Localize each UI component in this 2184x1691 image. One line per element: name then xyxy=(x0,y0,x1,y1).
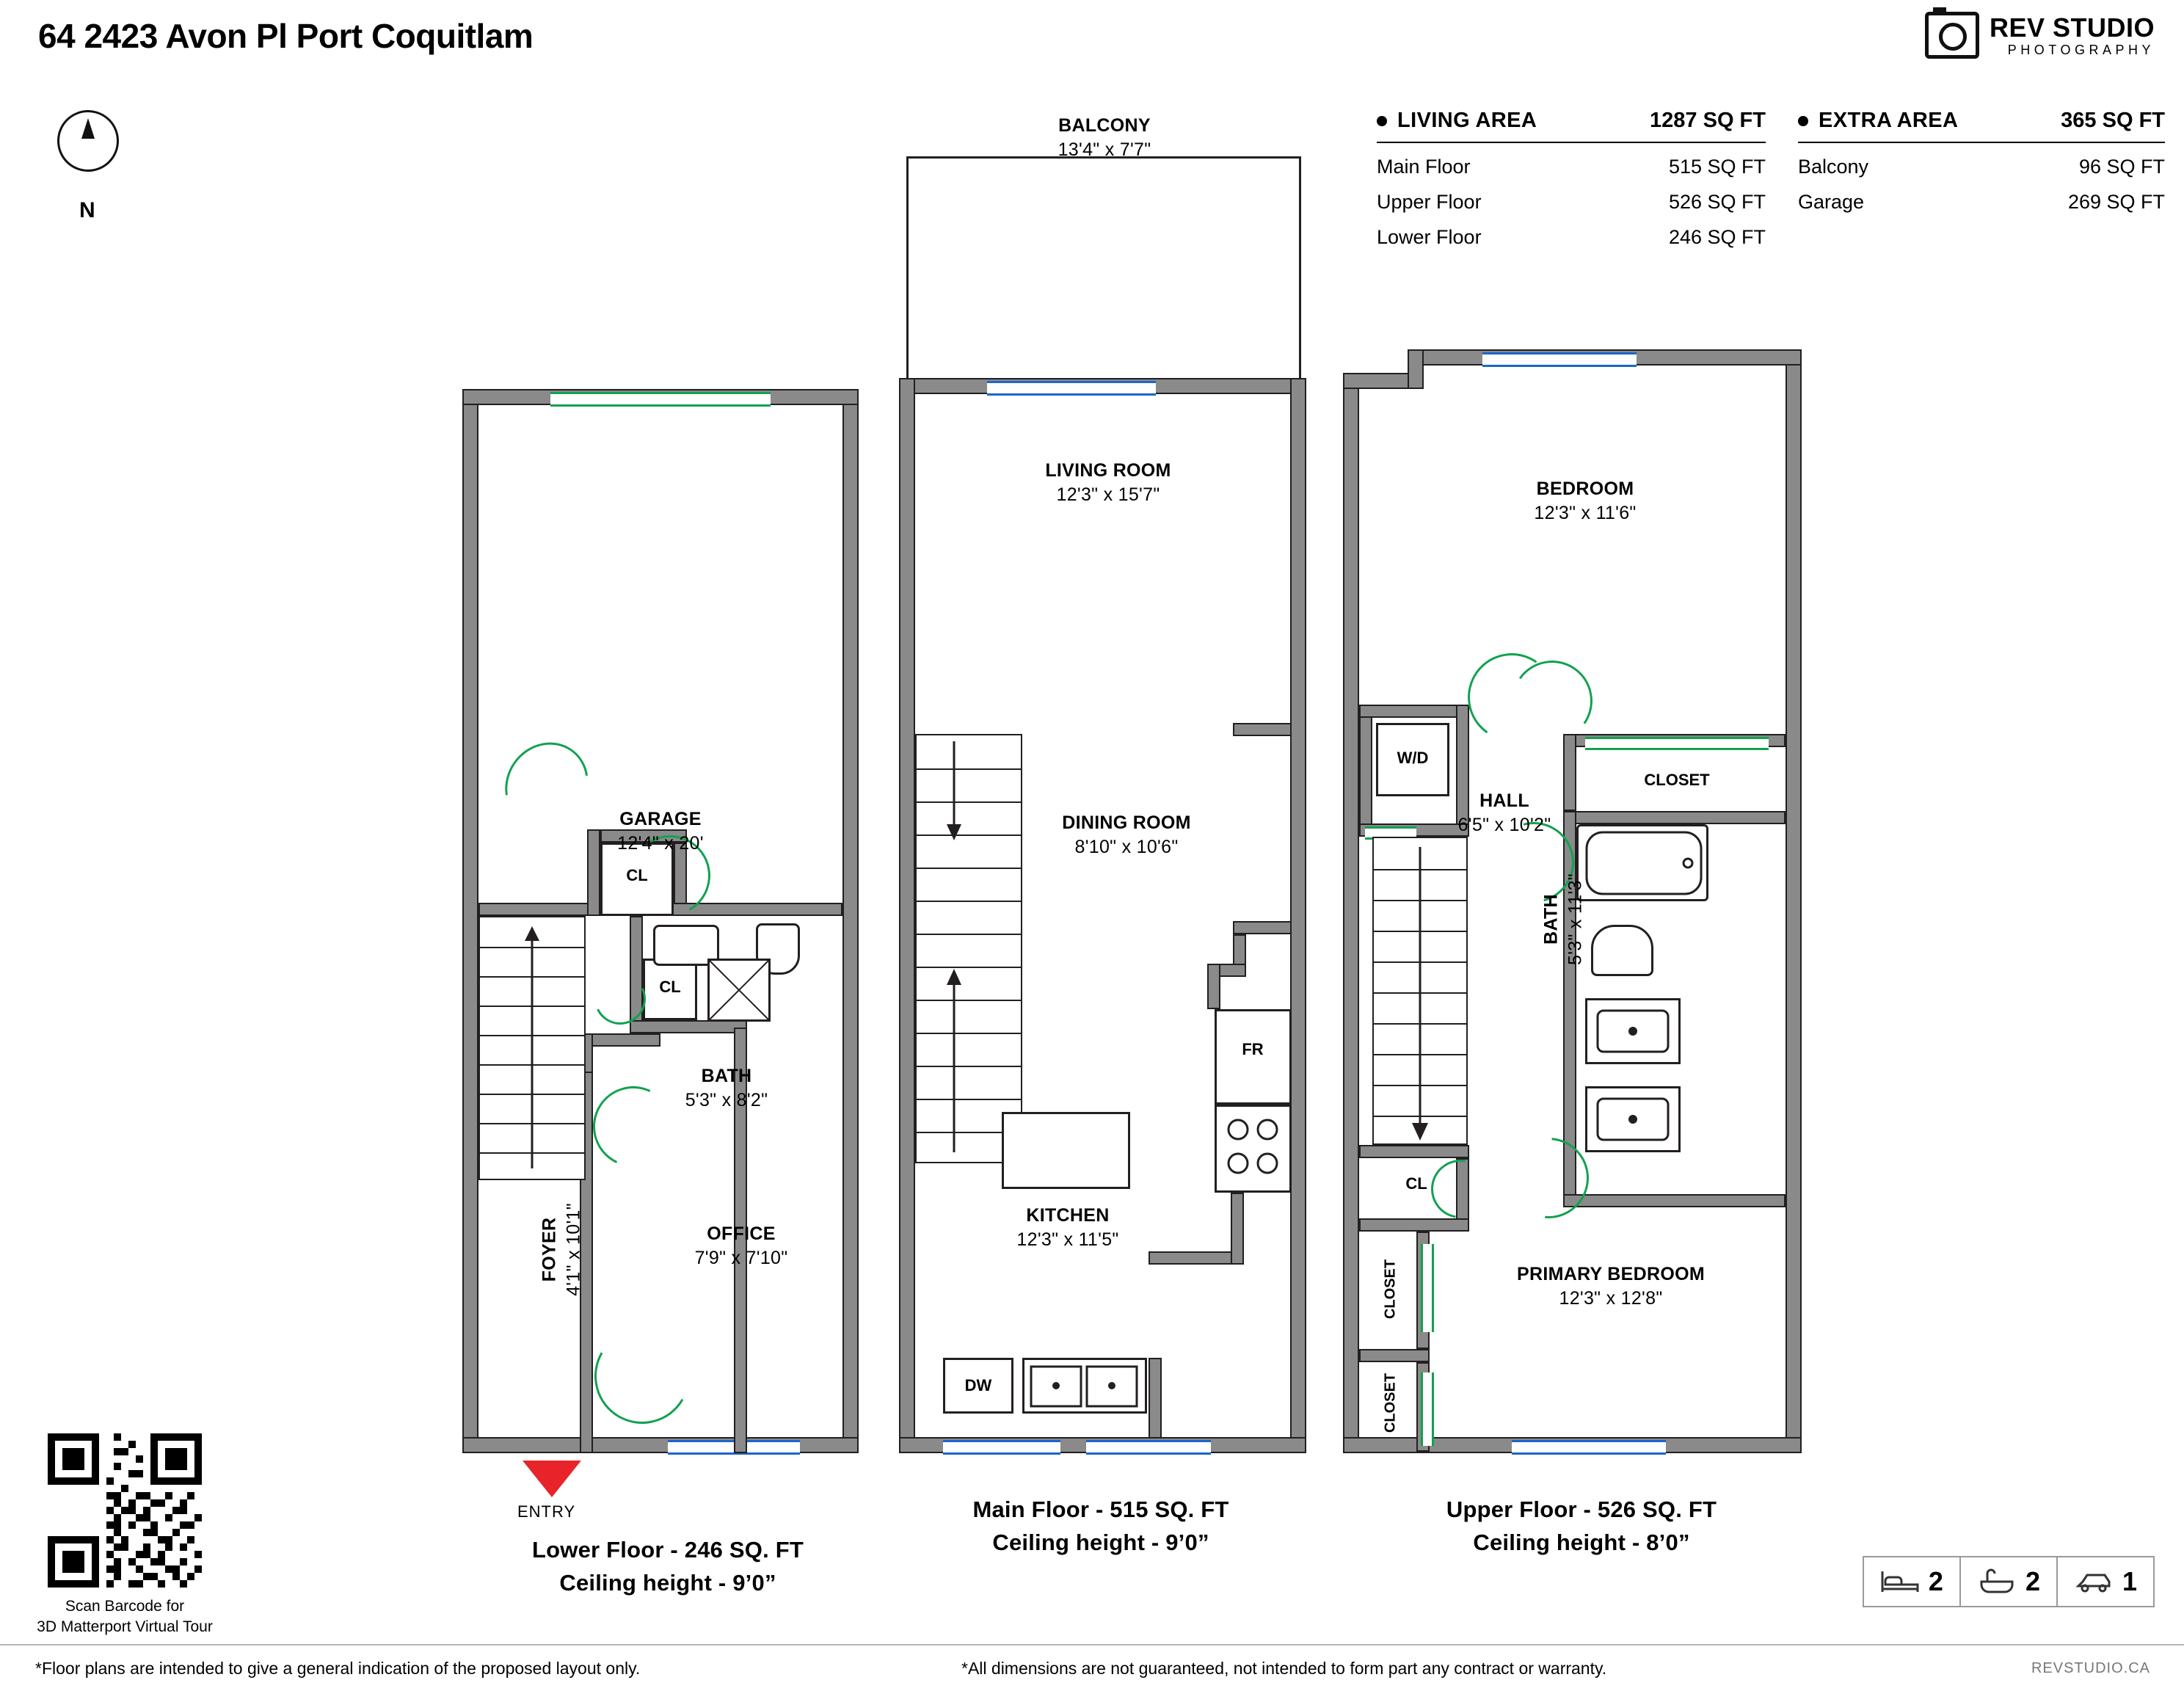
table-row: Balcony 96 SQ FT xyxy=(1798,156,2165,178)
parking-count: 1 xyxy=(2122,1566,2137,1596)
bullet-icon xyxy=(1798,116,1808,126)
closet-label: CLOSET xyxy=(1382,1372,1399,1433)
bathrooms-count: 2 xyxy=(2025,1566,2040,1596)
footer-disclaimer-left: *Floor plans are intended to give a general indication of the proposed layout only. xyxy=(35,1659,641,1678)
stove-icon xyxy=(1222,1113,1284,1184)
main-floor-plan xyxy=(899,115,1306,1453)
sink-icon xyxy=(1030,1365,1140,1408)
upper-floor-caption: Upper Floor - 526 SQ. FT Ceiling height - 8’0” xyxy=(1446,1497,1717,1555)
main-floor-caption: Main Floor - 515 SQ. FT Ceiling height - 9’0” xyxy=(972,1497,1229,1555)
room-label-kitchen: KITCHEN 12'3" x 11'5" xyxy=(1016,1205,1119,1250)
extra-area-table xyxy=(1798,109,2165,214)
badge-bedrooms xyxy=(1864,1557,1961,1606)
closet-label: CL xyxy=(626,866,648,884)
bedrooms-count: 2 xyxy=(1928,1566,1943,1596)
room-label-living: LIVING ROOM 12'3" x 15'7" xyxy=(1045,460,1171,505)
extra-area-heading: EXTRA AREA xyxy=(1819,109,1959,132)
qr-caption: Scan Barcode for 3D Matterport Virtual Tour xyxy=(37,1598,213,1636)
closet-label: CLOSET xyxy=(1644,771,1710,789)
logo-tagline: PHOTOGRAPHY xyxy=(2007,42,2155,57)
table-row: Upper Floor 526 SQ FT xyxy=(1377,191,1766,213)
closet-label: CL xyxy=(659,978,681,996)
table-row: Garage 269 SQ FT xyxy=(1798,191,2165,213)
compass-north-label: N xyxy=(79,198,95,222)
closet-label: CLOSET xyxy=(1382,1259,1399,1320)
compass-icon xyxy=(57,110,119,172)
room-label-bedroom: BEDROOM 12'3" x 11'6" xyxy=(1534,479,1637,523)
footer xyxy=(0,1644,2184,1691)
page-title: 64 2423 Avon Pl Port Coquitlam xyxy=(38,17,534,55)
sink-icon xyxy=(1596,1097,1670,1141)
table-row: Lower Floor 246 SQ FT xyxy=(1377,226,1766,248)
room-label-foyer: FOYER 4'1" x 10'1" xyxy=(539,1203,583,1296)
upper-floor-plan xyxy=(1343,338,1802,1453)
room-label-bath: BATH 5'3" x 8'2" xyxy=(685,1066,768,1110)
living-area-total: 1287 SQ FT xyxy=(1650,109,1766,132)
dishwasher-label: DW xyxy=(964,1376,992,1394)
room-label-hall: HALL 6'5" x 10'2" xyxy=(1457,790,1551,835)
room-label-garage: GARAGE 12'4" x 20' xyxy=(617,809,704,854)
sink-icon xyxy=(1596,1009,1670,1053)
extra-area-total: 365 SQ FT xyxy=(2061,109,2165,132)
room-label-balcony: BALCONY 13'4" x 7'7" xyxy=(1058,115,1151,160)
closet-label: CL xyxy=(1405,1174,1427,1193)
table-row: Main Floor 515 SQ FT xyxy=(1377,156,1766,178)
qr-code[interactable] xyxy=(48,1433,202,1588)
room-label-dining: DINING ROOM 8'10" x 10'6" xyxy=(1062,812,1191,857)
stair-direction-arrow xyxy=(1409,847,1431,1141)
bullet-icon xyxy=(1377,116,1387,126)
stair-direction-arrow xyxy=(943,741,965,1152)
property-badges xyxy=(1863,1556,2155,1607)
room-label-bath: BATH 5'3" x 11'3" xyxy=(1540,873,1585,965)
entry-arrow-icon xyxy=(523,1461,581,1497)
living-area-heading: LIVING AREA xyxy=(1397,109,1537,132)
bathtub-icon xyxy=(1585,831,1703,895)
badge-bathrooms xyxy=(1961,1557,2058,1606)
bath-icon xyxy=(1977,1567,2017,1596)
lower-floor-caption: Lower Floor - 246 SQ. FT Ceiling height - 9’0” xyxy=(532,1537,804,1596)
room-label-office: OFFICE 7'9" x 7'10" xyxy=(694,1223,788,1268)
entry-label: ENTRY xyxy=(517,1502,576,1521)
stair-direction-arrow xyxy=(521,926,543,1168)
brand-logo xyxy=(1925,12,2155,59)
washer-dryer-label: W/D xyxy=(1397,749,1429,767)
logo-name: REV STUDIO xyxy=(1989,12,2155,43)
bed-icon xyxy=(1880,1567,1920,1596)
badge-parking xyxy=(2058,1557,2153,1606)
living-area-table xyxy=(1377,109,1766,249)
car-icon xyxy=(2074,1567,2114,1596)
shower-icon xyxy=(707,959,771,1022)
camera-icon xyxy=(1925,12,1979,59)
footer-disclaimer-center: *All dimensions are not guaranteed, not intended to form part any contract or warranty. xyxy=(961,1659,1607,1678)
lower-floor-plan xyxy=(462,382,859,1453)
fridge-label: FR xyxy=(1242,1040,1264,1058)
footer-website: REVSTUDIO.CA xyxy=(2031,1660,2150,1676)
room-label-primary-bedroom: PRIMARY BEDROOM 12'3" x 12'8" xyxy=(1517,1264,1705,1309)
